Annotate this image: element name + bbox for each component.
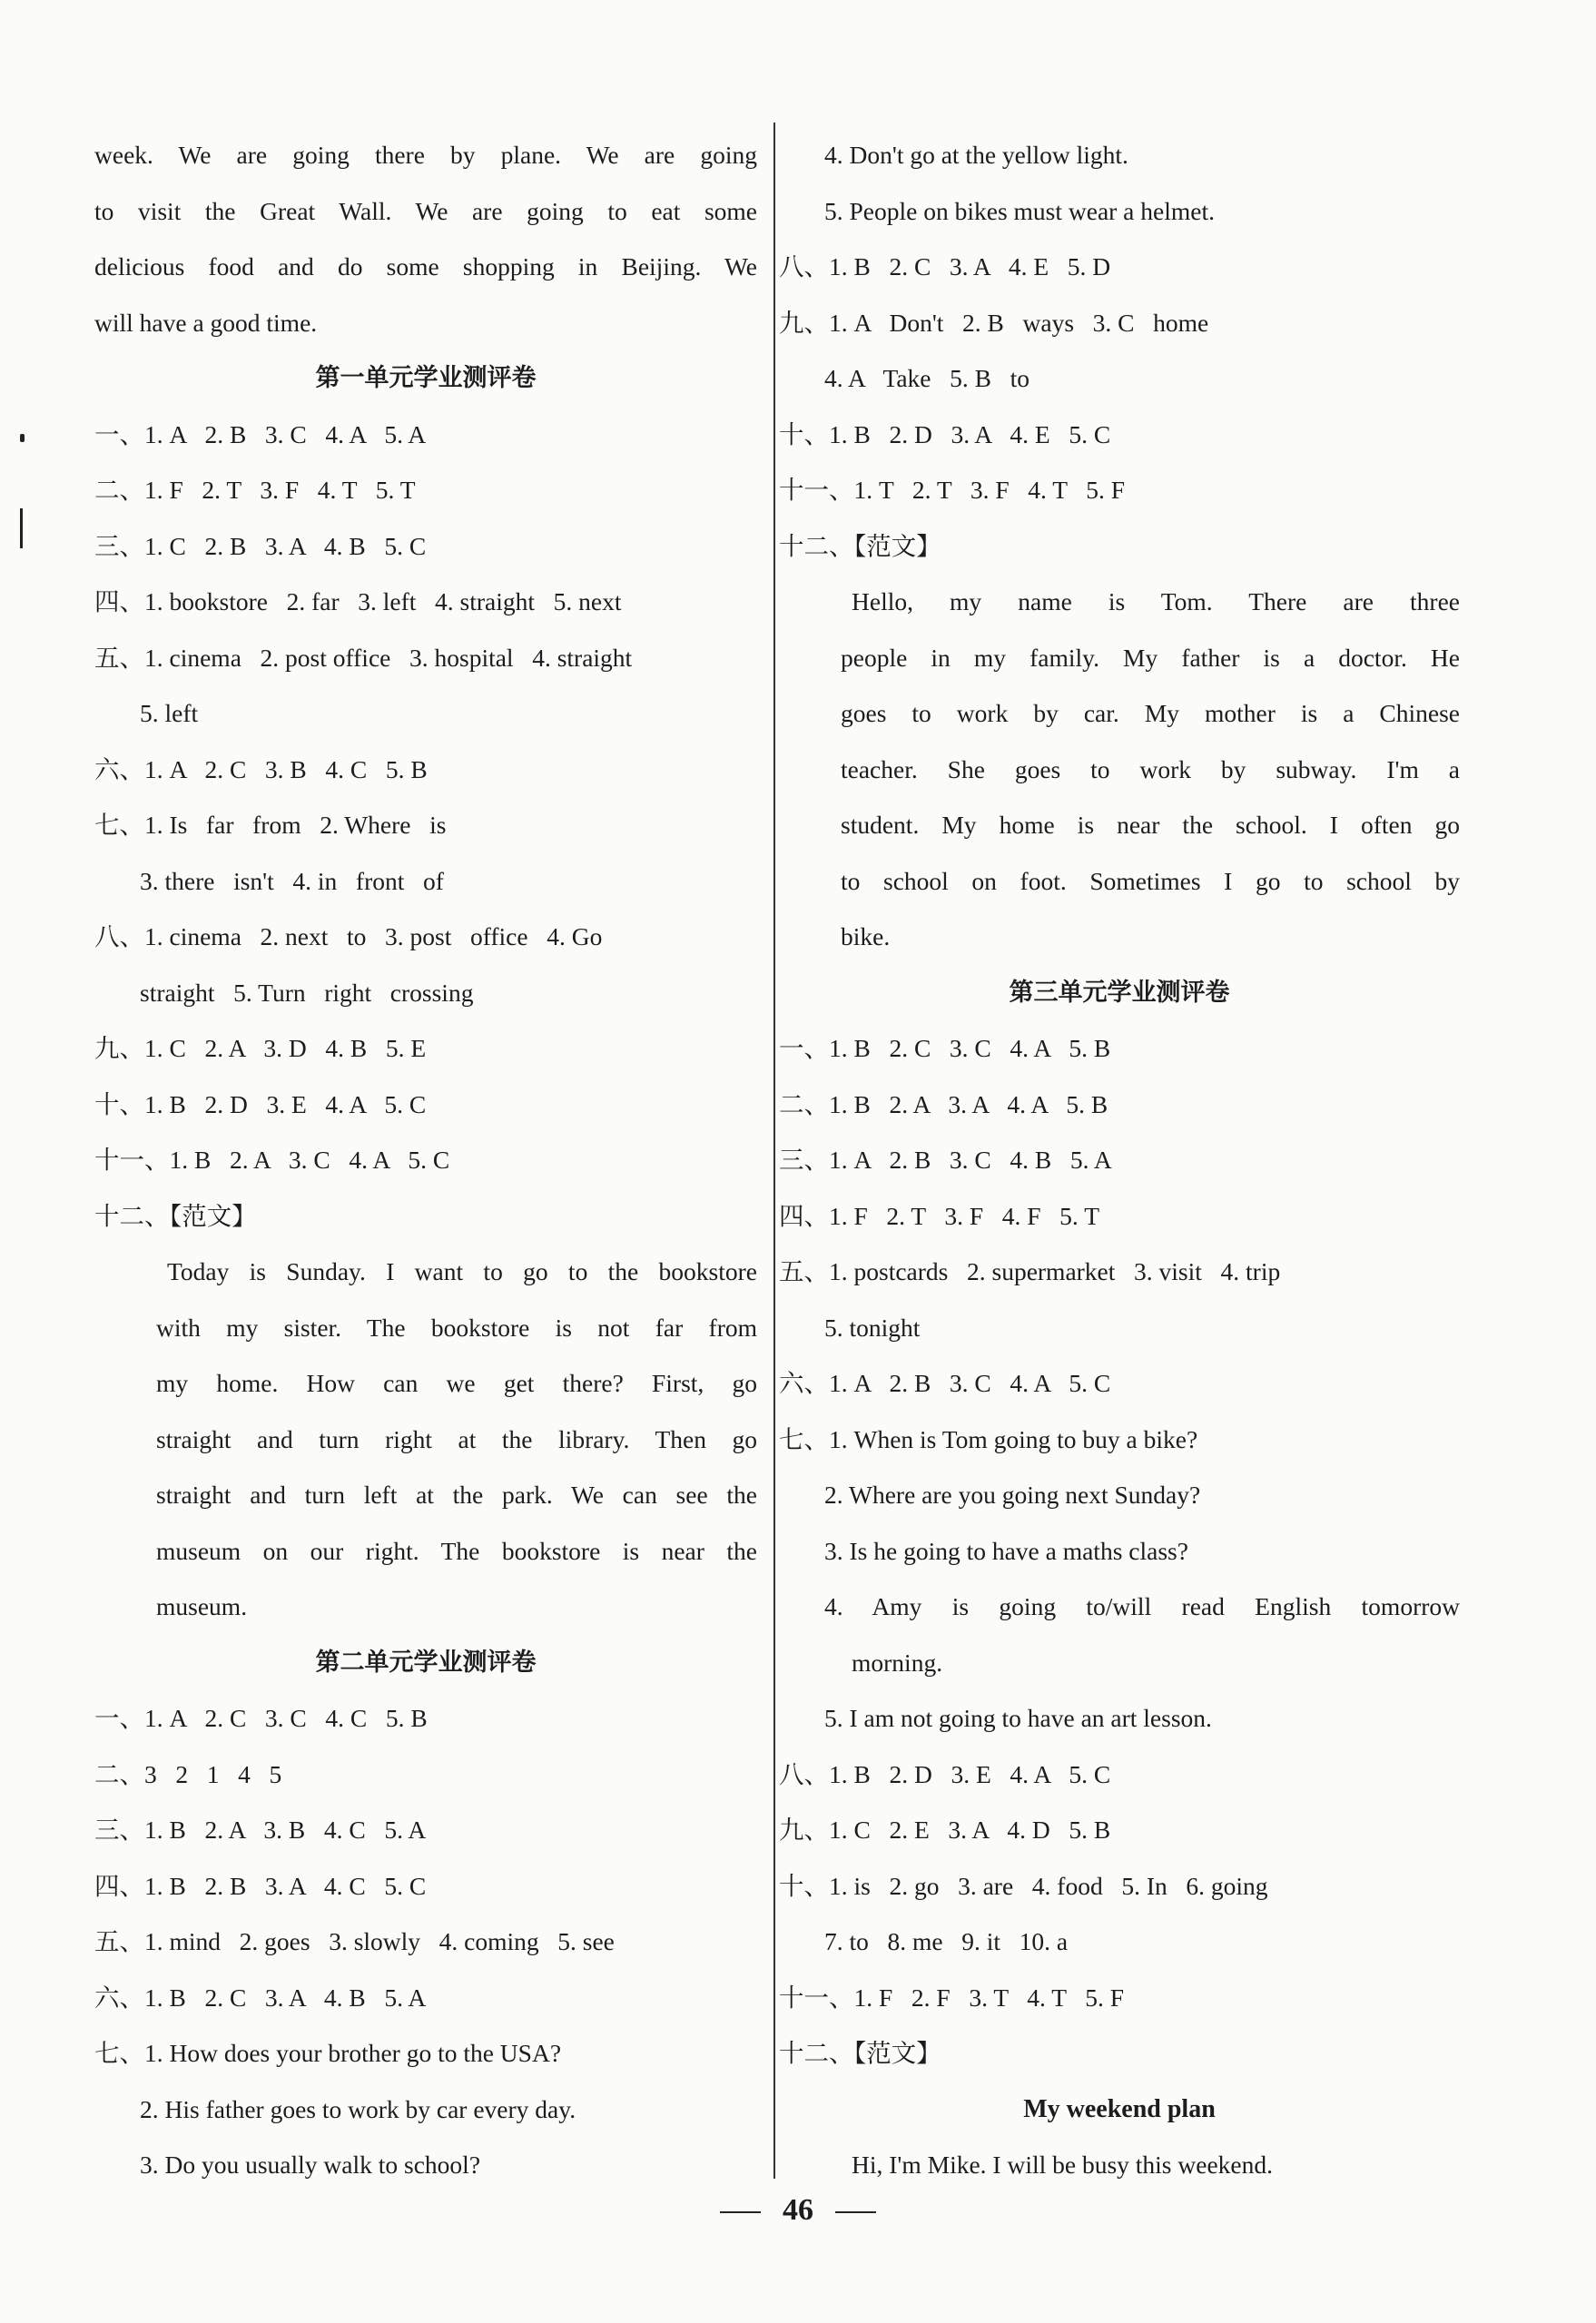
text-line: 三、1. B 2. A 3. B 4. C 5. A xyxy=(94,1816,427,1844)
text-line: 六、1. A 2. B 3. C 4. A 5. C xyxy=(779,1369,1111,1397)
text-line: 十一、1. B 2. A 3. C 4. A 5. C xyxy=(94,1146,450,1174)
text-line: 7. to 8. me 9. it 10. a xyxy=(824,1927,1069,1955)
text-line: bike. xyxy=(841,922,891,950)
text-line: 5. I am not going to have an art lesson. xyxy=(824,1704,1212,1732)
text-line: 2. His father goes to work by car every day. xyxy=(140,2094,576,2123)
text-line: 三、1. A 2. B 3. C 4. B 5. A xyxy=(779,1146,1112,1174)
text-line: teacher. She goes to work by subway. I'm a xyxy=(841,754,1460,783)
text-line: 4. A Take 5. B to xyxy=(824,364,1030,392)
section-heading: 第一单元学业测评卷 xyxy=(315,364,537,392)
text-line: straight and turn right at the library. Then go xyxy=(156,1424,757,1453)
section-heading: 第二单元学业测评卷 xyxy=(315,1648,537,1677)
text-line: 四、1. F 2. T 3. F 4. F 5. T xyxy=(779,1201,1099,1230)
margin-mark xyxy=(20,508,23,548)
text-line: 十、1. is 2. go 3. are 4. food 5. In 6. going xyxy=(779,1871,1268,1900)
text-line: 八、1. B 2. C 3. A 4. E 5. D xyxy=(779,252,1111,281)
footer-dash xyxy=(835,2211,876,2213)
text-line: Hi, I'm Mike. I will be busy this weekend. xyxy=(852,2151,1273,2179)
text-line: people in my family. My father is a doctor. He xyxy=(841,643,1460,672)
text-line: 十二、【范文】 xyxy=(779,531,941,560)
text-line: 十、1. B 2. D 3. E 4. A 5. C xyxy=(94,1089,427,1118)
text-line: 5. People on bikes must wear a helmet. xyxy=(824,196,1215,225)
text-line: 四、1. bookstore 2. far 3. left 4. straight 5. next xyxy=(94,587,622,615)
text-line: 五、1. postcards 2. supermarket 3. visit 4. trip xyxy=(779,1257,1281,1285)
text-line: straight 5. Turn right crossing xyxy=(140,978,474,1007)
margin-mark xyxy=(20,434,25,442)
text-line: 六、1. B 2. C 3. A 4. B 5. A xyxy=(94,1983,427,2012)
text-line: straight and turn left at the park. We can see the xyxy=(156,1481,757,1509)
text-line: 十、1. B 2. D 3. A 4. E 5. C xyxy=(779,419,1111,448)
footer-dash xyxy=(720,2211,761,2213)
text-line: 八、1. cinema 2. next to 3. post office 4. Go xyxy=(94,922,603,950)
essay-title: My weekend plan xyxy=(1023,2094,1216,2123)
text-line: 4. Don't go at the yellow light. xyxy=(824,141,1128,169)
text-line: will have a good time. xyxy=(94,308,318,337)
text-line: 七、1. When is Tom going to buy a bike? xyxy=(779,1424,1198,1453)
text-line: 二、3 2 1 4 5 xyxy=(94,1759,282,1788)
text-line: with my sister. The bookstore is not far from xyxy=(156,1313,757,1342)
text-line: 五、1. cinema 2. post office 3. hospital 4. straight xyxy=(94,643,633,672)
text-line: 十一、1. T 2. T 3. F 4. T 5. F xyxy=(779,476,1125,504)
page-number: 46 xyxy=(783,2193,813,2227)
text-line: to school on foot. Sometimes I go to school by xyxy=(841,866,1460,895)
text-line: Hello, my name is Tom. There are three xyxy=(852,587,1460,615)
text-line: museum. xyxy=(156,1592,248,1620)
text-line: 5. left xyxy=(140,699,199,727)
text-line: museum on our right. The bookstore is near the xyxy=(156,1536,757,1565)
column-divider xyxy=(773,123,775,2179)
text-line: 3. Is he going to have a maths class? xyxy=(824,1536,1188,1565)
text-line: 四、1. B 2. B 3. A 4. C 5. C xyxy=(94,1871,427,1900)
text-line: delicious food and do some shopping in Beijing. We xyxy=(94,252,757,281)
text-line: 一、1. A 2. B 3. C 4. A 5. A xyxy=(94,419,427,448)
left-column xyxy=(94,127,757,2193)
text-line: morning. xyxy=(852,1648,943,1677)
text-line: 3. there isn't 4. in front of xyxy=(140,866,444,895)
text-line: 三、1. C 2. B 3. A 4. B 5. C xyxy=(94,531,427,560)
text-line: my home. How can we get there? First, go xyxy=(156,1369,757,1397)
text-line: 十一、1. F 2. F 3. T 4. T 5. F xyxy=(779,1983,1124,2012)
text-line: 一、1. B 2. C 3. C 4. A 5. B xyxy=(779,1034,1111,1062)
text-line: 九、1. C 2. E 3. A 4. D 5. B xyxy=(779,1816,1111,1844)
text-line: 九、1. C 2. A 3. D 4. B 5. E xyxy=(94,1034,427,1062)
text-line: 二、1. B 2. A 3. A 4. A 5. B xyxy=(779,1089,1108,1118)
text-line: 一、1. A 2. C 3. C 4. C 5. B xyxy=(94,1704,428,1732)
text-line: Today is Sunday. I want to go to the bookstore xyxy=(167,1257,757,1285)
text-line: 七、1. Is far from 2. Where is xyxy=(94,811,447,839)
text-line: 2. Where are you going next Sunday? xyxy=(824,1481,1201,1509)
text-line: 4. Amy is going to/will read English tomorrow xyxy=(824,1592,1460,1620)
text-line: week. We are going there by plane. We are going xyxy=(94,141,757,169)
text-line: 二、1. F 2. T 3. F 4. T 5. T xyxy=(94,476,416,504)
text-line: 十二、【范文】 xyxy=(94,1201,257,1230)
text-line: 3. Do you usually walk to school? xyxy=(140,2151,481,2179)
text-line: 5. tonight xyxy=(824,1313,921,1342)
text-line: 七、1. How does your brother go to the USA? xyxy=(94,2039,562,2067)
right-column xyxy=(779,127,1460,2193)
text-line: student. My home is near the school. I often go xyxy=(841,811,1460,839)
text-line: 五、1. mind 2. goes 3. slowly 4. coming 5. see xyxy=(94,1927,615,1955)
text-line: 六、1. A 2. C 3. B 4. C 5. B xyxy=(94,754,428,783)
page-footer xyxy=(0,2193,1596,2228)
text-line: goes to work by car. My mother is a Chinese xyxy=(841,699,1460,727)
section-heading: 第三单元学业测评卷 xyxy=(1009,978,1230,1007)
text-line: 九、1. A Don't 2. B ways 3. C home xyxy=(779,308,1209,337)
text-line: to visit the Great Wall. We are going to eat some xyxy=(94,196,757,225)
text-line: 八、1. B 2. D 3. E 4. A 5. C xyxy=(779,1759,1111,1788)
text-line: 十二、【范文】 xyxy=(779,2039,941,2067)
